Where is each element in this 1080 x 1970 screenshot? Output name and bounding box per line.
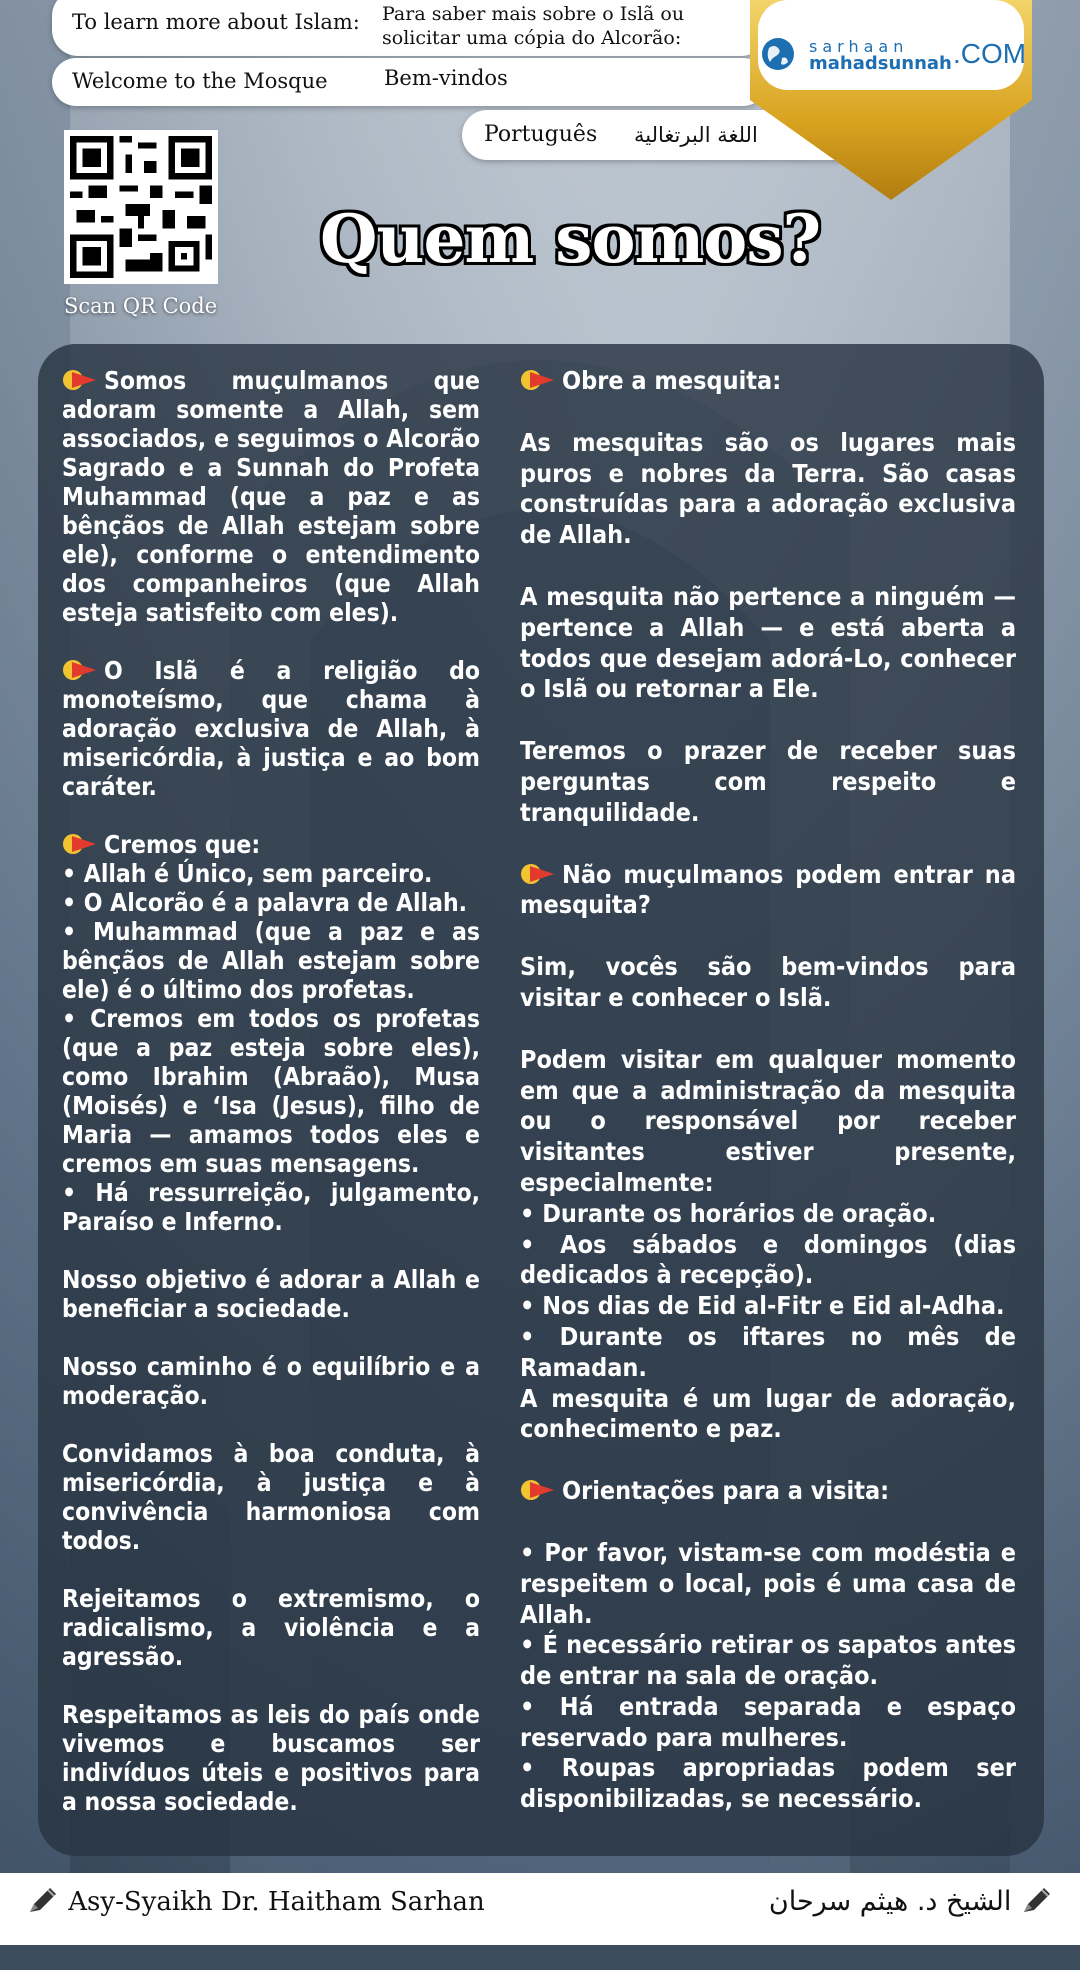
list-item	[62, 888, 480, 917]
paragraph-gap	[62, 1236, 480, 1265]
arrow-bullet-icon	[62, 658, 98, 682]
section-heading	[62, 656, 480, 801]
right-column	[520, 366, 1016, 1815]
text: • É necessário retirar os sapatos antes de entrar na sala de oração.	[520, 1630, 1016, 1691]
list-item	[520, 1753, 1016, 1815]
text: • Durante os horários de oração.	[520, 1198, 937, 1228]
paragraph	[62, 1352, 480, 1410]
text: Teremos o prazer de receber suas perguntas com respeito e tranquilidade.	[520, 736, 1016, 827]
text: • Muhammad (que a paz e as bênçãos de Allah estejam sobre ele) é o último dos profetas.	[62, 917, 480, 1004]
list-item	[520, 1230, 1016, 1292]
list-item	[520, 1384, 1016, 1446]
paragraph	[520, 428, 1016, 551]
section-heading	[62, 830, 480, 859]
text: Nosso caminho é o equilíbrio e a moderação.	[62, 1352, 480, 1410]
text: • Allah é Único, sem parceiro.	[62, 859, 433, 888]
learn-more-text: To learn more about Islam:	[72, 10, 360, 34]
author-en-text: Asy-Syaikh Dr. Haitham Sarhan	[68, 1887, 485, 1917]
page-title: Quem somos?	[320, 200, 821, 278]
arrow-bullet-icon	[520, 368, 556, 392]
text: Nosso objetivo é adorar a Allah e beneficiar a sociedade.	[62, 1265, 480, 1323]
text: Rejeitamos o extremismo, o radicalismo, a violência e a agressão.	[62, 1584, 480, 1671]
text: Respeitamos as leis do país onde vivemos e buscamos ser indivíduos úteis e positivos para a nossa sociedade.	[62, 1700, 480, 1816]
text: Convidamos à boa conduta, à misericórdia, à justiça e à convivência harmoniosa com todos.	[62, 1439, 480, 1555]
text: A mesquita é um lugar de adoração, conhecimento e paz.	[520, 1383, 1016, 1444]
paragraph-gap	[62, 1410, 480, 1439]
text: Orientações para a visita:	[562, 1476, 890, 1506]
text: Não muçulmanos podem entrar na mesquita?	[520, 859, 1016, 920]
badge-suffix: .COM	[953, 38, 1027, 69]
text: O Islã é a religião do monoteísmo, que chama à adoração exclusiva de Allah, à misericórdia, à justiça e ao bom caráter.	[62, 656, 480, 801]
arrow-bullet-icon	[520, 1478, 556, 1502]
paragraph	[520, 582, 1016, 705]
paragraph	[520, 952, 1016, 1014]
paragraph	[520, 736, 1016, 828]
arrow-bullet-icon	[520, 862, 556, 886]
welcome-pt-text: Bem-vindos	[384, 66, 508, 90]
paragraph-gap	[62, 1555, 480, 1584]
text: A mesquita não pertence a ninguém — pertence a Allah — e está aberta a todos que desejam adorá-Lo, conhecer o Islã ou retornar a Ele.	[520, 581, 1016, 704]
list-item	[520, 1199, 1016, 1230]
paragraph-gap	[62, 1671, 480, 1700]
text: • Durante os iftares no mês de Ramadan.	[520, 1321, 1016, 1382]
text: • Há ressurreição, julgamento, Paraíso e Inferno.	[62, 1178, 480, 1236]
list-item	[520, 1692, 1016, 1754]
paragraph	[62, 1265, 480, 1323]
list-item	[62, 1004, 480, 1178]
paragraph	[62, 1439, 480, 1555]
text: Obre a mesquita:	[562, 366, 782, 395]
footer-author-ar	[769, 1886, 1054, 1917]
text: • Nos dias de Eid al-Fitr e Eid al-Adha.	[520, 1291, 1005, 1321]
badge-line2: mahadsunnah	[809, 53, 952, 74]
paragraph-gap	[520, 921, 1016, 952]
language-arabic: اللغة البرتغالية	[634, 123, 758, 147]
paragraph-gap	[520, 1507, 1016, 1538]
text: Somos muçulmanos que adoram somente a Allah, sem associados, e seguimos o Alcorão Sagrado e a Sunnah do Profeta Muhammad (que a paz e as bênçãos de Allah estejam sobre ele), conforme o entendimento dos companheiros (que Allah esteja satisfeito com eles).	[62, 366, 480, 627]
paragraph	[520, 1045, 1016, 1199]
section-heading	[520, 366, 1016, 397]
list-item	[62, 917, 480, 1004]
welcome-text: Welcome to the Mosque	[72, 69, 328, 93]
section-heading	[520, 860, 1016, 922]
text: • Por favor, vistam-se com modéstia e respeitem o local, pois é uma casa de Allah.	[520, 1537, 1016, 1629]
list-item	[62, 859, 480, 888]
text: • Cremos em todos os profetas (que a paz esteja sobre eles), como Ibrahim (Abraão), Musa (Moisés) e ‘Isa (Jesus), filho de Maria — amamos todos eles e cremos em suas mensagens.	[62, 1004, 480, 1178]
text: • Roupas apropriadas podem ser disponibilizadas, se necessário.	[520, 1753, 1016, 1814]
text: • Há entrada separada e espaço reservado para mulheres.	[520, 1691, 1016, 1752]
bottom-strip	[0, 1945, 1080, 1970]
paragraph	[520, 1538, 1016, 1630]
section-heading	[520, 1476, 1016, 1507]
paragraph	[62, 1584, 480, 1671]
learn-more-pt-line1: Para saber mais sobre o Islã ou	[382, 3, 685, 25]
section-heading	[62, 366, 480, 627]
paragraph-gap	[520, 551, 1016, 582]
author-ar-text: الشيخ د. هيثم سرحان	[768, 1886, 1012, 1917]
paragraph-gap	[520, 705, 1016, 736]
arrow-bullet-icon	[62, 832, 98, 856]
list-item	[520, 1630, 1016, 1692]
globe-icon	[760, 36, 796, 72]
arrow-bullet-icon	[62, 368, 98, 392]
text: As mesquitas são os lugares mais puros e nobres da Terra. São casas construídas para a adoração exclusiva de Allah.	[520, 427, 1016, 550]
paragraph-gap	[520, 397, 1016, 428]
qr-label: Scan QR Code	[64, 294, 218, 318]
paragraph-gap	[62, 801, 480, 830]
text: • O Alcorão é a palavra de Allah.	[62, 888, 468, 917]
paragraph-gap	[520, 829, 1016, 860]
list-item	[62, 1178, 480, 1236]
learn-more-pt-line2: solicitar uma cópia do Alcorão:	[382, 27, 682, 49]
paragraph-gap	[62, 627, 480, 656]
text: Sim, vocês são bem-vindos para visitar e conhecer o Islã.	[520, 952, 1016, 1012]
list-item	[520, 1291, 1016, 1322]
badge-wordmark	[809, 38, 952, 72]
footer-author-en	[26, 1886, 485, 1917]
text: Cremos que:	[104, 830, 261, 859]
learn-more-pt-text	[382, 2, 742, 50]
pen-icon	[26, 1886, 60, 1916]
badge-line1: sarhaan	[809, 37, 909, 56]
text: • Aos sábados e domingos (dias dedicados à recepção).	[520, 1229, 1016, 1290]
text: Podem visitar em qualquer momento em que a administração da mesquita ou o responsável por receber visitantes estiver presente, especialmente:	[520, 1044, 1016, 1197]
left-column	[62, 366, 480, 1816]
paragraph-gap	[62, 1323, 480, 1352]
language-portuguese: Português	[484, 122, 598, 147]
qr-code[interactable]	[64, 130, 218, 284]
paragraph-gap	[520, 1014, 1016, 1045]
paragraph-gap	[520, 1445, 1016, 1476]
paragraph	[62, 1700, 480, 1816]
site-badge	[750, 0, 1032, 205]
pen-icon	[1020, 1886, 1054, 1916]
list-item	[520, 1322, 1016, 1384]
